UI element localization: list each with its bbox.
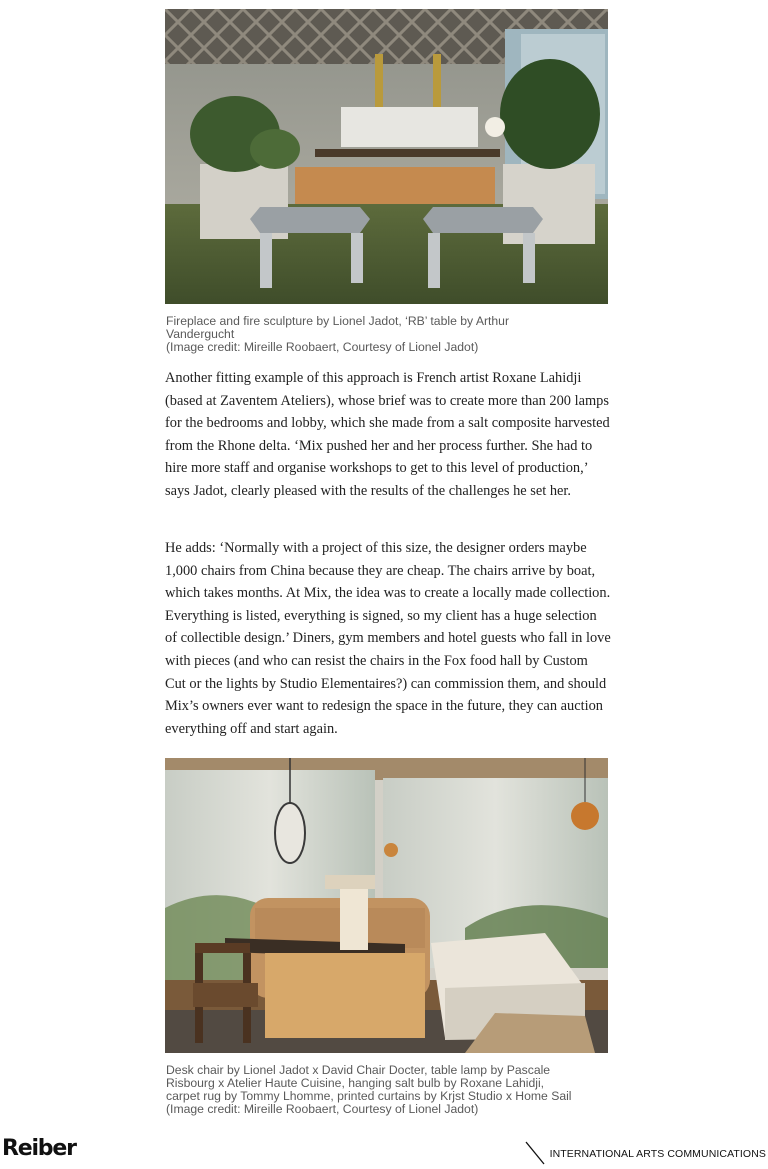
caption-line: Fireplace and fire sculpture by Lionel Jadot, ‘RB’ table by Arthur (166, 314, 510, 328)
photo-caption-1 (166, 315, 608, 354)
reiber-logo: Reiber (2, 1136, 76, 1161)
brand-name: INTERNATIONAL ARTS COMMUNICATIONS (549, 1148, 766, 1160)
caption-line: carpet rug by Tommy Lhomme, printed curtains by Krjst Studio x Home Sail (166, 1089, 572, 1103)
slash-icon (524, 1140, 546, 1166)
lobby-fireplace-photo (165, 9, 608, 304)
caption-line: (Image credit: Mireille Roobaert, Courtesy of Lionel Jadot) (166, 340, 479, 354)
caption-line: Desk chair by Lionel Jadot x David Chair Docter, table lamp by Pascale (166, 1063, 551, 1077)
caption-line: (Image credit: Mireille Roobaert, Courtesy of Lionel Jadot) (166, 1102, 479, 1116)
article-paragraph-2: He adds: ‘Normally with a project of this size, the designer orders maybe 1,000 chairs from China because they are cheap. The chairs arrive by boat, which takes months. At Mix, the idea was to create a locally made collection. Everything is listed, everything is signed, so my client has a huge selection of collectible design.’ Diners, gym members and hotel guests who fall in love with pieces (and who can resist the chairs in the Fox food hall by Custom Cut or the lights by Studio Elementaires?) can commission them, and should Mix’s owners ever want to redesign the space in the future, they can auction everything off and start again. (165, 540, 611, 737)
caption-line: Risbourg x Atelier Haute Cuisine, hanging salt bulb by Roxane Lahidji, (166, 1076, 545, 1090)
brand-mark (524, 1140, 766, 1166)
article-paragraph-1: Another fitting example of this approach is French artist Roxane Lahidji (based at Zaventem Ateliers), whose brief was to create more than 200 lamps for the bedrooms and lobby, which she made from a salt composite harvested from the Rhone delta. ‘Mix pushed her and her process further. She had to hire more staff and organise workshops to get to this level of production,’ says Jadot, clearly pleased with the results of the challenges he set her. (165, 370, 610, 499)
caption-line: Vandergucht (166, 327, 235, 341)
photo-caption-2 (166, 1064, 608, 1116)
bedroom-desk-photo (165, 758, 608, 1053)
